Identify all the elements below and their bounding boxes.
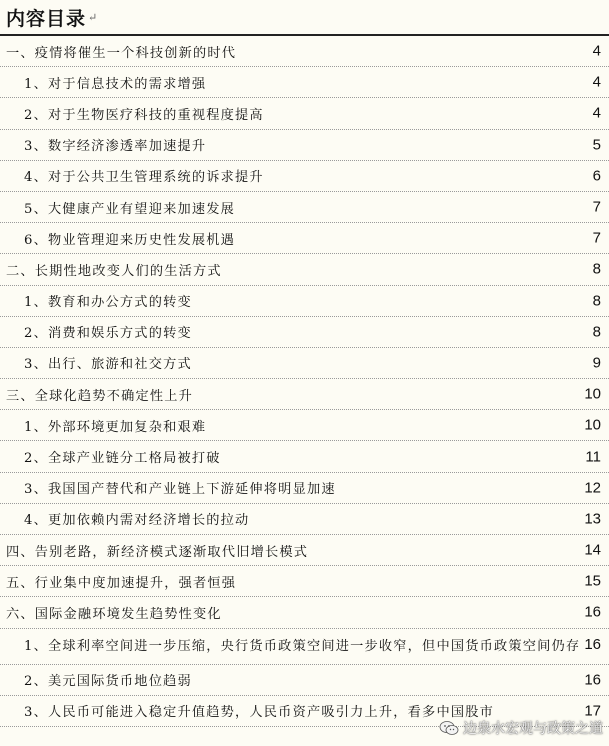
toc-entry-text: 4、对于公共卫生管理系统的诉求提升 (24, 170, 264, 186)
toc-page-number: 17 (584, 702, 601, 720)
toc-page-number: 8 (592, 260, 601, 278)
toc-page-number: 5 (592, 136, 601, 154)
toc-entry-text: 3、数字经济渗透率加速提升 (24, 139, 207, 155)
toc-page-number: 4 (592, 104, 601, 122)
toc-section-entry[interactable] (0, 535, 609, 566)
toc-page-number: 4 (592, 42, 601, 60)
toc-page-number: 13 (584, 510, 601, 528)
toc-entry-text: 2、美元国际货币地位趋弱 (24, 674, 192, 690)
toc-page-number: 4 (592, 73, 601, 91)
toc-entry-text: 3、出行、旅游和社交方式 (24, 357, 192, 373)
paragraph-return-mark: ↵ (88, 10, 98, 24)
watermark (439, 718, 603, 738)
toc-subsection-entry[interactable] (0, 161, 609, 192)
toc-page-number: 11 (585, 448, 601, 466)
toc-subsection-entry[interactable] (0, 192, 609, 223)
toc-subsection-entry[interactable] (0, 67, 609, 98)
toc-entry-text: 2、消费和娱乐方式的转变 (24, 326, 192, 342)
toc-subsection-entry[interactable] (0, 665, 609, 696)
toc-entry-text: 2、对于生物医疗科技的重视程度提高 (24, 107, 264, 123)
toc-entry-text: 3、人民币可能进入稳定升值趋势，人民币资产吸引力上升，看多中国股市 (24, 705, 494, 721)
toc-page-number: 8 (592, 292, 601, 310)
toc-subsection-entry[interactable] (0, 348, 609, 379)
toc-list (0, 36, 609, 727)
toc-entry-text: 一、疫情将催生一个科技创新的时代 (6, 45, 237, 61)
toc-page-number: 12 (584, 479, 601, 497)
toc-page-number: 15 (584, 572, 601, 590)
toc-page-number: 7 (592, 198, 601, 216)
toc-entry-text: 6、物业管理迎来历史性发展机遇 (24, 232, 236, 248)
toc-subsection-entry[interactable] (0, 410, 609, 441)
toc-subsection-entry[interactable] (0, 441, 609, 472)
toc-entry-text: 1、对于信息技术的需求增强 (24, 76, 207, 92)
toc-entry-text: 三、全球化趋势不确定性上升 (6, 388, 194, 404)
toc-entry-text: 5、大健康产业有望迎来加速发展 (24, 201, 236, 217)
toc-section-entry[interactable] (0, 379, 609, 410)
toc-section-entry[interactable] (0, 597, 609, 628)
toc-page-number: 6 (592, 167, 601, 185)
toc-page-number: 16 (584, 603, 601, 621)
toc-subsection-entry[interactable] (0, 473, 609, 504)
toc-entry-text: 3、我国国产替代和产业链上下游延伸将明显加速 (24, 482, 336, 498)
toc-entry-text: 四、告别老路，新经济模式逐渐取代旧增长模式 (6, 544, 309, 560)
wechat-icon (439, 720, 459, 736)
toc-section-entry[interactable] (0, 36, 609, 67)
toc-title: 内容目录 (6, 7, 87, 30)
toc-subsection-entry[interactable] (0, 504, 609, 535)
toc-entry-text: 2、全球产业链分工格局被打破 (24, 451, 221, 467)
toc-entry-text: 1、全球利率空间进一步压缩，央行货币政策空间进一步收窄，但中国货币政策空间仍存 (24, 638, 581, 654)
toc-entry-text: 4、更加依赖内需对经济增长的拉动 (24, 513, 250, 529)
toc-subsection-entry[interactable] (0, 223, 609, 254)
toc-subsection-entry[interactable] (0, 629, 609, 665)
toc-entry-text: 1、外部环境更加复杂和艰难 (24, 419, 207, 435)
toc-entry-text: 二、长期性地改变人们的生活方式 (6, 263, 222, 279)
toc-section-entry[interactable] (0, 254, 609, 285)
toc-subsection-entry[interactable] (0, 130, 609, 161)
toc-page-number: 10 (584, 416, 601, 434)
toc-entry-text: 五、行业集中度加速提升，强者恒强 (6, 575, 237, 591)
toc-page-number: 8 (592, 323, 601, 341)
toc-subsection-entry[interactable] (0, 317, 609, 348)
toc-subsection-entry[interactable] (0, 98, 609, 129)
toc-page-number: 9 (592, 354, 601, 372)
toc-page-number: 16 (584, 671, 601, 689)
toc-entry-text: 1、教育和办公方式的转变 (24, 295, 192, 311)
toc-page-number: 16 (584, 635, 601, 653)
toc-subsection-entry[interactable] (0, 286, 609, 317)
toc-section-entry[interactable] (0, 566, 609, 597)
toc-page-number: 7 (592, 229, 601, 247)
toc-page-number: 10 (584, 385, 601, 403)
toc-entry-text: 六、国际金融环境发生趋势性变化 (6, 606, 222, 622)
toc-header (0, 0, 609, 34)
toc-page-number: 14 (584, 541, 601, 559)
watermark-text: 边泉水宏观与政策之道 (463, 720, 603, 736)
